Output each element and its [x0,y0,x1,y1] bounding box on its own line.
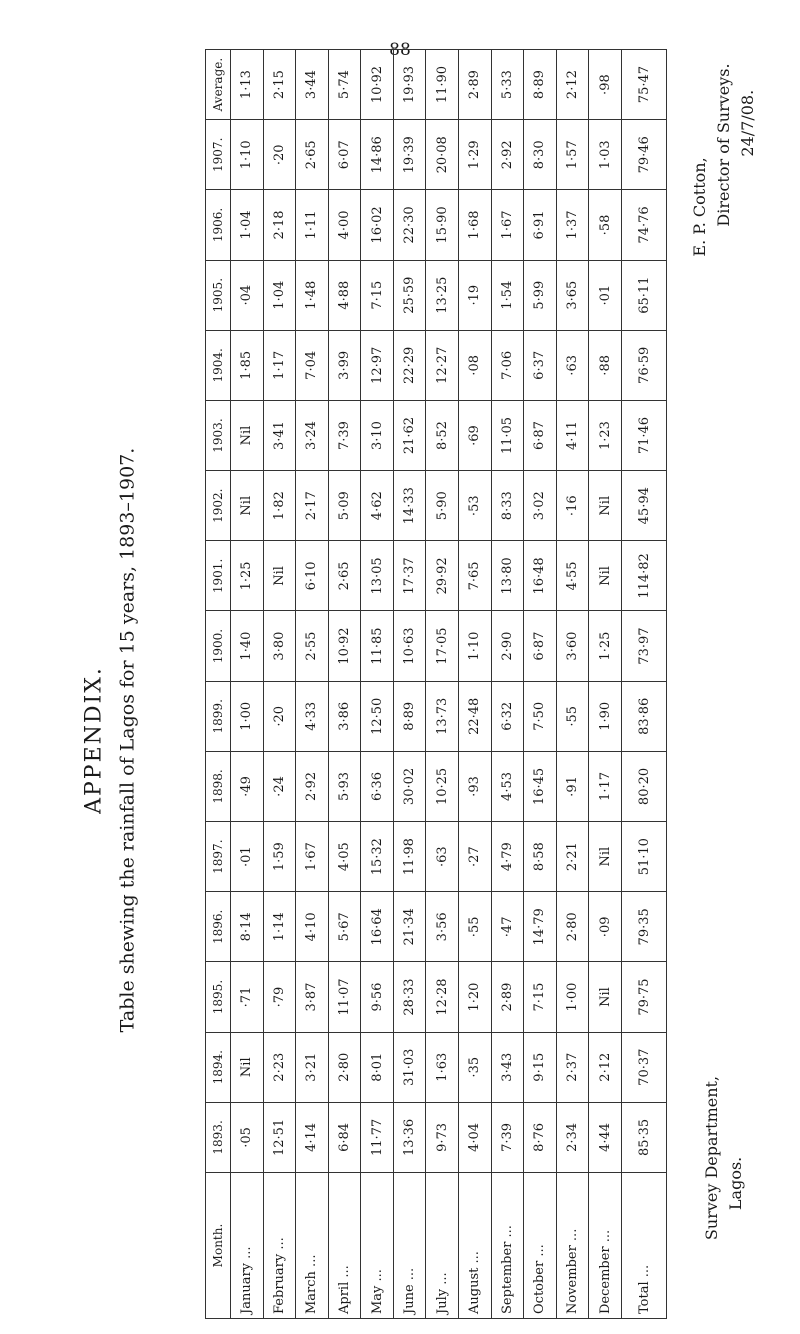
rainfall-cell: ·19 [459,260,492,330]
rainfall-cell: 45·94 [622,471,667,541]
rainfall-cell: 12·97 [361,330,394,400]
rainfall-cell: 4·00 [328,190,361,260]
rainfall-cell: 1·23 [589,400,622,470]
table-body [231,50,667,1319]
rainfall-cell: 2·92 [491,120,524,190]
rainfall-cell: 3·99 [328,330,361,400]
month-cell: September ... [491,1173,524,1319]
rainfall-cell: 70·37 [622,1032,667,1102]
year-column-header: 1903. [206,400,231,470]
table-row [524,50,557,1319]
rainfall-cell: 1·57 [556,120,589,190]
rainfall-cell: 12·51 [263,1102,296,1172]
director-signature [688,63,760,256]
rainfall-cell: 10·63 [393,611,426,681]
rainfall-cell: ·35 [459,1032,492,1102]
rainfall-cell: 4·62 [361,471,394,541]
month-cell: August ... [459,1173,492,1319]
rainfall-table-container [205,49,667,1319]
rainfall-cell: 3·56 [426,892,459,962]
rainfall-cell: 12·28 [426,962,459,1032]
rainfall-cell: 2·92 [296,751,329,821]
rainfall-cell: 7·65 [459,541,492,611]
rainfall-cell: 1·04 [263,260,296,330]
year-column-header: 1897. [206,822,231,892]
table-row [263,50,296,1319]
rainfall-cell: 21·34 [393,892,426,962]
year-column-header: 1894. [206,1032,231,1102]
rainfall-cell: 3·41 [263,400,296,470]
rainfall-cell: 73·97 [622,611,667,681]
month-cell: October ... [524,1173,557,1319]
month-cell: January ... [231,1173,264,1319]
rainfall-cell: 2·12 [589,1032,622,1102]
rainfall-cell: 1·59 [263,822,296,892]
department-location: Lagos. [726,1156,745,1211]
rainfall-cell: Nil [231,400,264,470]
rainfall-cell: 3·60 [556,611,589,681]
rainfall-cell: 51·10 [622,822,667,892]
rainfall-cell: ·08 [459,330,492,400]
rainfall-cell: 13·36 [393,1102,426,1172]
rainfall-cell: 1·17 [589,751,622,821]
table-row [459,50,492,1319]
year-column-header: 1901. [206,541,231,611]
rainfall-cell: 7·39 [328,400,361,470]
rainfall-cell: 1·25 [589,611,622,681]
appendix-title: APPENDIX. [81,666,107,814]
page-number: 88 [389,40,411,60]
rainfall-cell: 2·21 [556,822,589,892]
rainfall-cell: 3·21 [296,1032,329,1102]
month-cell: June ... [393,1173,426,1319]
rainfall-cell: 2·80 [328,1032,361,1102]
rainfall-cell: 5·90 [426,471,459,541]
rainfall-cell: 80·20 [622,751,667,821]
rainfall-cell: 6·87 [524,611,557,681]
rainfall-cell: 4·05 [328,822,361,892]
rainfall-cell: 74·76 [622,190,667,260]
rainfall-cell: 2·80 [556,892,589,962]
table-row [491,50,524,1319]
average-cell: 8·89 [524,50,557,120]
rainfall-cell: 8·76 [524,1102,557,1172]
rainfall-cell: 79·35 [622,892,667,962]
table-row [296,50,329,1319]
rainfall-cell: 6·07 [328,120,361,190]
table-header-row [206,50,231,1319]
rainfall-cell: 65·11 [622,260,667,330]
rainfall-cell: 1·03 [589,120,622,190]
rainfall-cell: 114·82 [622,541,667,611]
rainfall-cell: 4·14 [296,1102,329,1172]
rainfall-cell: 19·39 [393,120,426,190]
rainfall-cell: 3·87 [296,962,329,1032]
rainfall-cell: 11·05 [491,400,524,470]
rainfall-cell: 1·82 [263,471,296,541]
rainfall-cell: 3·65 [556,260,589,330]
rainfall-cell: 4·88 [328,260,361,330]
year-column-header: 1895. [206,962,231,1032]
signatory-title: Director of Surveys. [714,63,733,227]
rainfall-cell: ·47 [491,892,524,962]
rainfall-cell: 6·37 [524,330,557,400]
rainfall-cell: 4·04 [459,1102,492,1172]
rainfall-cell: ·91 [556,751,589,821]
rainfall-cell: 12·50 [361,681,394,751]
year-column-header: 1896. [206,892,231,962]
rainfall-cell: 5·93 [328,751,361,821]
total-row [622,50,667,1319]
rainfall-cell: Nil [589,541,622,611]
rainfall-cell: ·01 [589,260,622,330]
rainfall-cell: 4·44 [589,1102,622,1172]
rainfall-cell: 76·59 [622,330,667,400]
rainfall-cell: ·55 [556,681,589,751]
rainfall-cell: 3·10 [361,400,394,470]
rainfall-cell: 11·07 [328,962,361,1032]
rainfall-cell: 5·99 [524,260,557,330]
rainfall-cell: 9·15 [524,1032,557,1102]
rainfall-cell: ·63 [556,330,589,400]
rainfall-cell: 8·01 [361,1032,394,1102]
rainfall-cell: 7·04 [296,330,329,400]
rainfall-cell: 29·92 [426,541,459,611]
rainfall-cell: 2·65 [296,120,329,190]
table-caption: Table shewing the rainfall of Lagos for 15 years, 1893–1907. [116,447,139,1033]
average-cell: 19·93 [393,50,426,120]
rainfall-cell: 11·98 [393,822,426,892]
table-row [393,50,426,1319]
rainfall-cell: 8·89 [393,681,426,751]
rainfall-cell: 1·68 [459,190,492,260]
table-row [231,50,264,1319]
month-cell: March ... [296,1173,329,1319]
rainfall-cell: 5·09 [328,471,361,541]
rainfall-cell: 1·14 [263,892,296,962]
rainfall-cell: 7·15 [524,962,557,1032]
table-row [426,50,459,1319]
rainfall-cell: 1·00 [556,962,589,1032]
rainfall-cell: Nil [589,962,622,1032]
rainfall-cell: 8·52 [426,400,459,470]
rainfall-cell: 79·75 [622,962,667,1032]
rainfall-cell: 11·85 [361,611,394,681]
rainfall-cell: 1·85 [231,330,264,400]
rainfall-cell: 13·73 [426,681,459,751]
rainfall-cell: 4·55 [556,541,589,611]
rainfall-cell: 8·58 [524,822,557,892]
rainfall-cell: 1·67 [491,190,524,260]
rainfall-cell: 2·89 [491,962,524,1032]
rainfall-cell: 1·40 [231,611,264,681]
rainfall-cell: 15·90 [426,190,459,260]
rainfall-cell: 1·20 [459,962,492,1032]
rainfall-cell: 3·24 [296,400,329,470]
rainfall-cell: 1·10 [459,611,492,681]
average-cell: 1·13 [231,50,264,120]
rainfall-cell: ·27 [459,822,492,892]
rainfall-cell: 13·25 [426,260,459,330]
month-cell: December ... [589,1173,622,1319]
rainfall-cell: 16·48 [524,541,557,611]
rainfall-cell: 10·25 [426,751,459,821]
year-column-header: 1898. [206,751,231,821]
average-cell: 10·92 [361,50,394,120]
rainfall-cell: 14·86 [361,120,394,190]
rainfall-cell: 4·10 [296,892,329,962]
average-cell: 2·15 [263,50,296,120]
rainfall-cell: 11·77 [361,1102,394,1172]
rainfall-cell: ·49 [231,751,264,821]
rainfall-cell: 3·86 [328,681,361,751]
rainfall-cell: 15·32 [361,822,394,892]
rainfall-cell: 6·10 [296,541,329,611]
year-column-header: 1904. [206,330,231,400]
year-column-header: 1902. [206,471,231,541]
rainfall-cell: 2·23 [263,1032,296,1102]
rainfall-cell: 2·55 [296,611,329,681]
rainfall-cell: 1·04 [231,190,264,260]
rainfall-cell: 7·06 [491,330,524,400]
rainfall-cell: 1·48 [296,260,329,330]
rainfall-cell: 2·65 [328,541,361,611]
rainfall-cell: ·04 [231,260,264,330]
rainfall-cell: 4·11 [556,400,589,470]
rainfall-cell: 8·14 [231,892,264,962]
rainfall-cell: 9·73 [426,1102,459,1172]
rainfall-cell: Nil [589,471,622,541]
rainfall-cell: 1·25 [231,541,264,611]
rainfall-cell: 1·54 [491,260,524,330]
rainfall-cell: 1·17 [263,330,296,400]
rainfall-cell: 7·50 [524,681,557,751]
rainfall-cell: 17·05 [426,611,459,681]
rainfall-cell: 14·33 [393,471,426,541]
rainfall-cell: 1·63 [426,1032,459,1102]
rainfall-cell: ·63 [426,822,459,892]
rainfall-cell: 13·05 [361,541,394,611]
month-cell: April ... [328,1173,361,1319]
table-row [328,50,361,1319]
signatory-name: E. P. Cotton, [690,157,709,257]
rainfall-cell: 12·27 [426,330,459,400]
rainfall-cell: 1·10 [231,120,264,190]
rainfall-cell: 31·03 [393,1032,426,1102]
rainfall-cell: 22·48 [459,681,492,751]
rainfall-cell: Nil [589,822,622,892]
average-cell: 5·33 [491,50,524,120]
average-cell: 5·74 [328,50,361,120]
rainfall-cell: 79·46 [622,120,667,190]
rainfall-cell: ·53 [459,471,492,541]
rainfall-cell: 20·08 [426,120,459,190]
rainfall-cell: 1·00 [231,681,264,751]
rainfall-cell: 10·92 [328,611,361,681]
rainfall-cell: ·20 [263,681,296,751]
rainfall-cell: 6·32 [491,681,524,751]
rainfall-cell: 17·37 [393,541,426,611]
rainfall-cell: 4·79 [491,822,524,892]
rainfall-cell: 22·30 [393,190,426,260]
rainfall-cell: 2·90 [491,611,524,681]
rainfall-cell: 7·39 [491,1102,524,1172]
month-cell: November ... [556,1173,589,1319]
rainfall-cell: 2·17 [296,471,329,541]
rainfall-cell: 14·79 [524,892,557,962]
rainfall-cell: 16·64 [361,892,394,962]
rainfall-cell: 1·90 [589,681,622,751]
rainfall-cell: 22·29 [393,330,426,400]
rainfall-cell: ·93 [459,751,492,821]
rainfall-cell: Nil [231,1032,264,1102]
rainfall-cell: ·05 [231,1102,264,1172]
rainfall-cell: 9·56 [361,962,394,1032]
rainfall-cell: 1·67 [296,822,329,892]
rainfall-cell: 5·67 [328,892,361,962]
rainfall-cell: 13·80 [491,541,524,611]
year-column-header: 1899. [206,681,231,751]
rainfall-cell: ·79 [263,962,296,1032]
rainfall-cell: 71·46 [622,400,667,470]
month-cell: February ... [263,1173,296,1319]
rainfall-cell: ·09 [589,892,622,962]
rainfall-cell: 16·45 [524,751,557,821]
rainfall-cell: 21·62 [393,400,426,470]
department-signature [700,1076,748,1240]
month-column-header: Month. [206,1173,231,1319]
rainfall-cell: ·20 [263,120,296,190]
rainfall-cell: 1·29 [459,120,492,190]
rainfall-cell: 16·02 [361,190,394,260]
year-column-header: 1907. [206,120,231,190]
rainfall-cell: 1·37 [556,190,589,260]
rainfall-cell: ·58 [589,190,622,260]
average-cell: 3·44 [296,50,329,120]
rainfall-cell: ·71 [231,962,264,1032]
average-cell: 75·47 [622,50,667,120]
rainfall-cell: 28·33 [393,962,426,1032]
rainfall-cell: ·16 [556,471,589,541]
average-cell: 2·89 [459,50,492,120]
year-column-header: 1900. [206,611,231,681]
page-heading [82,448,139,1033]
rainfall-cell: 1·11 [296,190,329,260]
month-cell: July ... [426,1173,459,1319]
average-cell: 11·90 [426,50,459,120]
rainfall-cell: 8·30 [524,120,557,190]
rainfall-cell: 30·02 [393,751,426,821]
rainfall-cell: 4·33 [296,681,329,751]
total-label: Total ... [622,1173,667,1319]
rainfall-cell: 25·59 [393,260,426,330]
rainfall-cell: 2·37 [556,1032,589,1102]
rainfall-cell: 6·36 [361,751,394,821]
rainfall-cell: ·24 [263,751,296,821]
year-column-header: 1905. [206,260,231,330]
table-row [589,50,622,1319]
rainfall-cell: 2·34 [556,1102,589,1172]
rainfall-cell: 3·43 [491,1032,524,1102]
year-column-header: 1906. [206,190,231,260]
year-column-header: 1893. [206,1102,231,1172]
average-cell: ·98 [589,50,622,120]
rainfall-cell: ·69 [459,400,492,470]
rainfall-cell: 7·15 [361,260,394,330]
rainfall-cell: 4·53 [491,751,524,821]
average-cell: 2·12 [556,50,589,120]
rainfall-cell: 3·02 [524,471,557,541]
rainfall-cell: 83·86 [622,681,667,751]
rainfall-cell: 6·87 [524,400,557,470]
rainfall-cell: Nil [263,541,296,611]
rainfall-cell: Nil [231,471,264,541]
average-column-header: Average. [206,50,231,120]
table-row [361,50,394,1319]
rainfall-cell: ·01 [231,822,264,892]
rainfall-cell: 6·84 [328,1102,361,1172]
month-cell: May ... [361,1173,394,1319]
table-row [556,50,589,1319]
rainfall-cell: ·55 [459,892,492,962]
rainfall-table [205,49,667,1319]
rainfall-cell: 8·33 [491,471,524,541]
rainfall-cell: 2·18 [263,190,296,260]
rainfall-cell: 6·91 [524,190,557,260]
signature-date: 24/7/08. [738,89,757,157]
department-name: Survey Department, [702,1075,721,1241]
rainfall-cell: 85·35 [622,1102,667,1172]
rainfall-cell: ·88 [589,330,622,400]
rainfall-cell: 3·80 [263,611,296,681]
